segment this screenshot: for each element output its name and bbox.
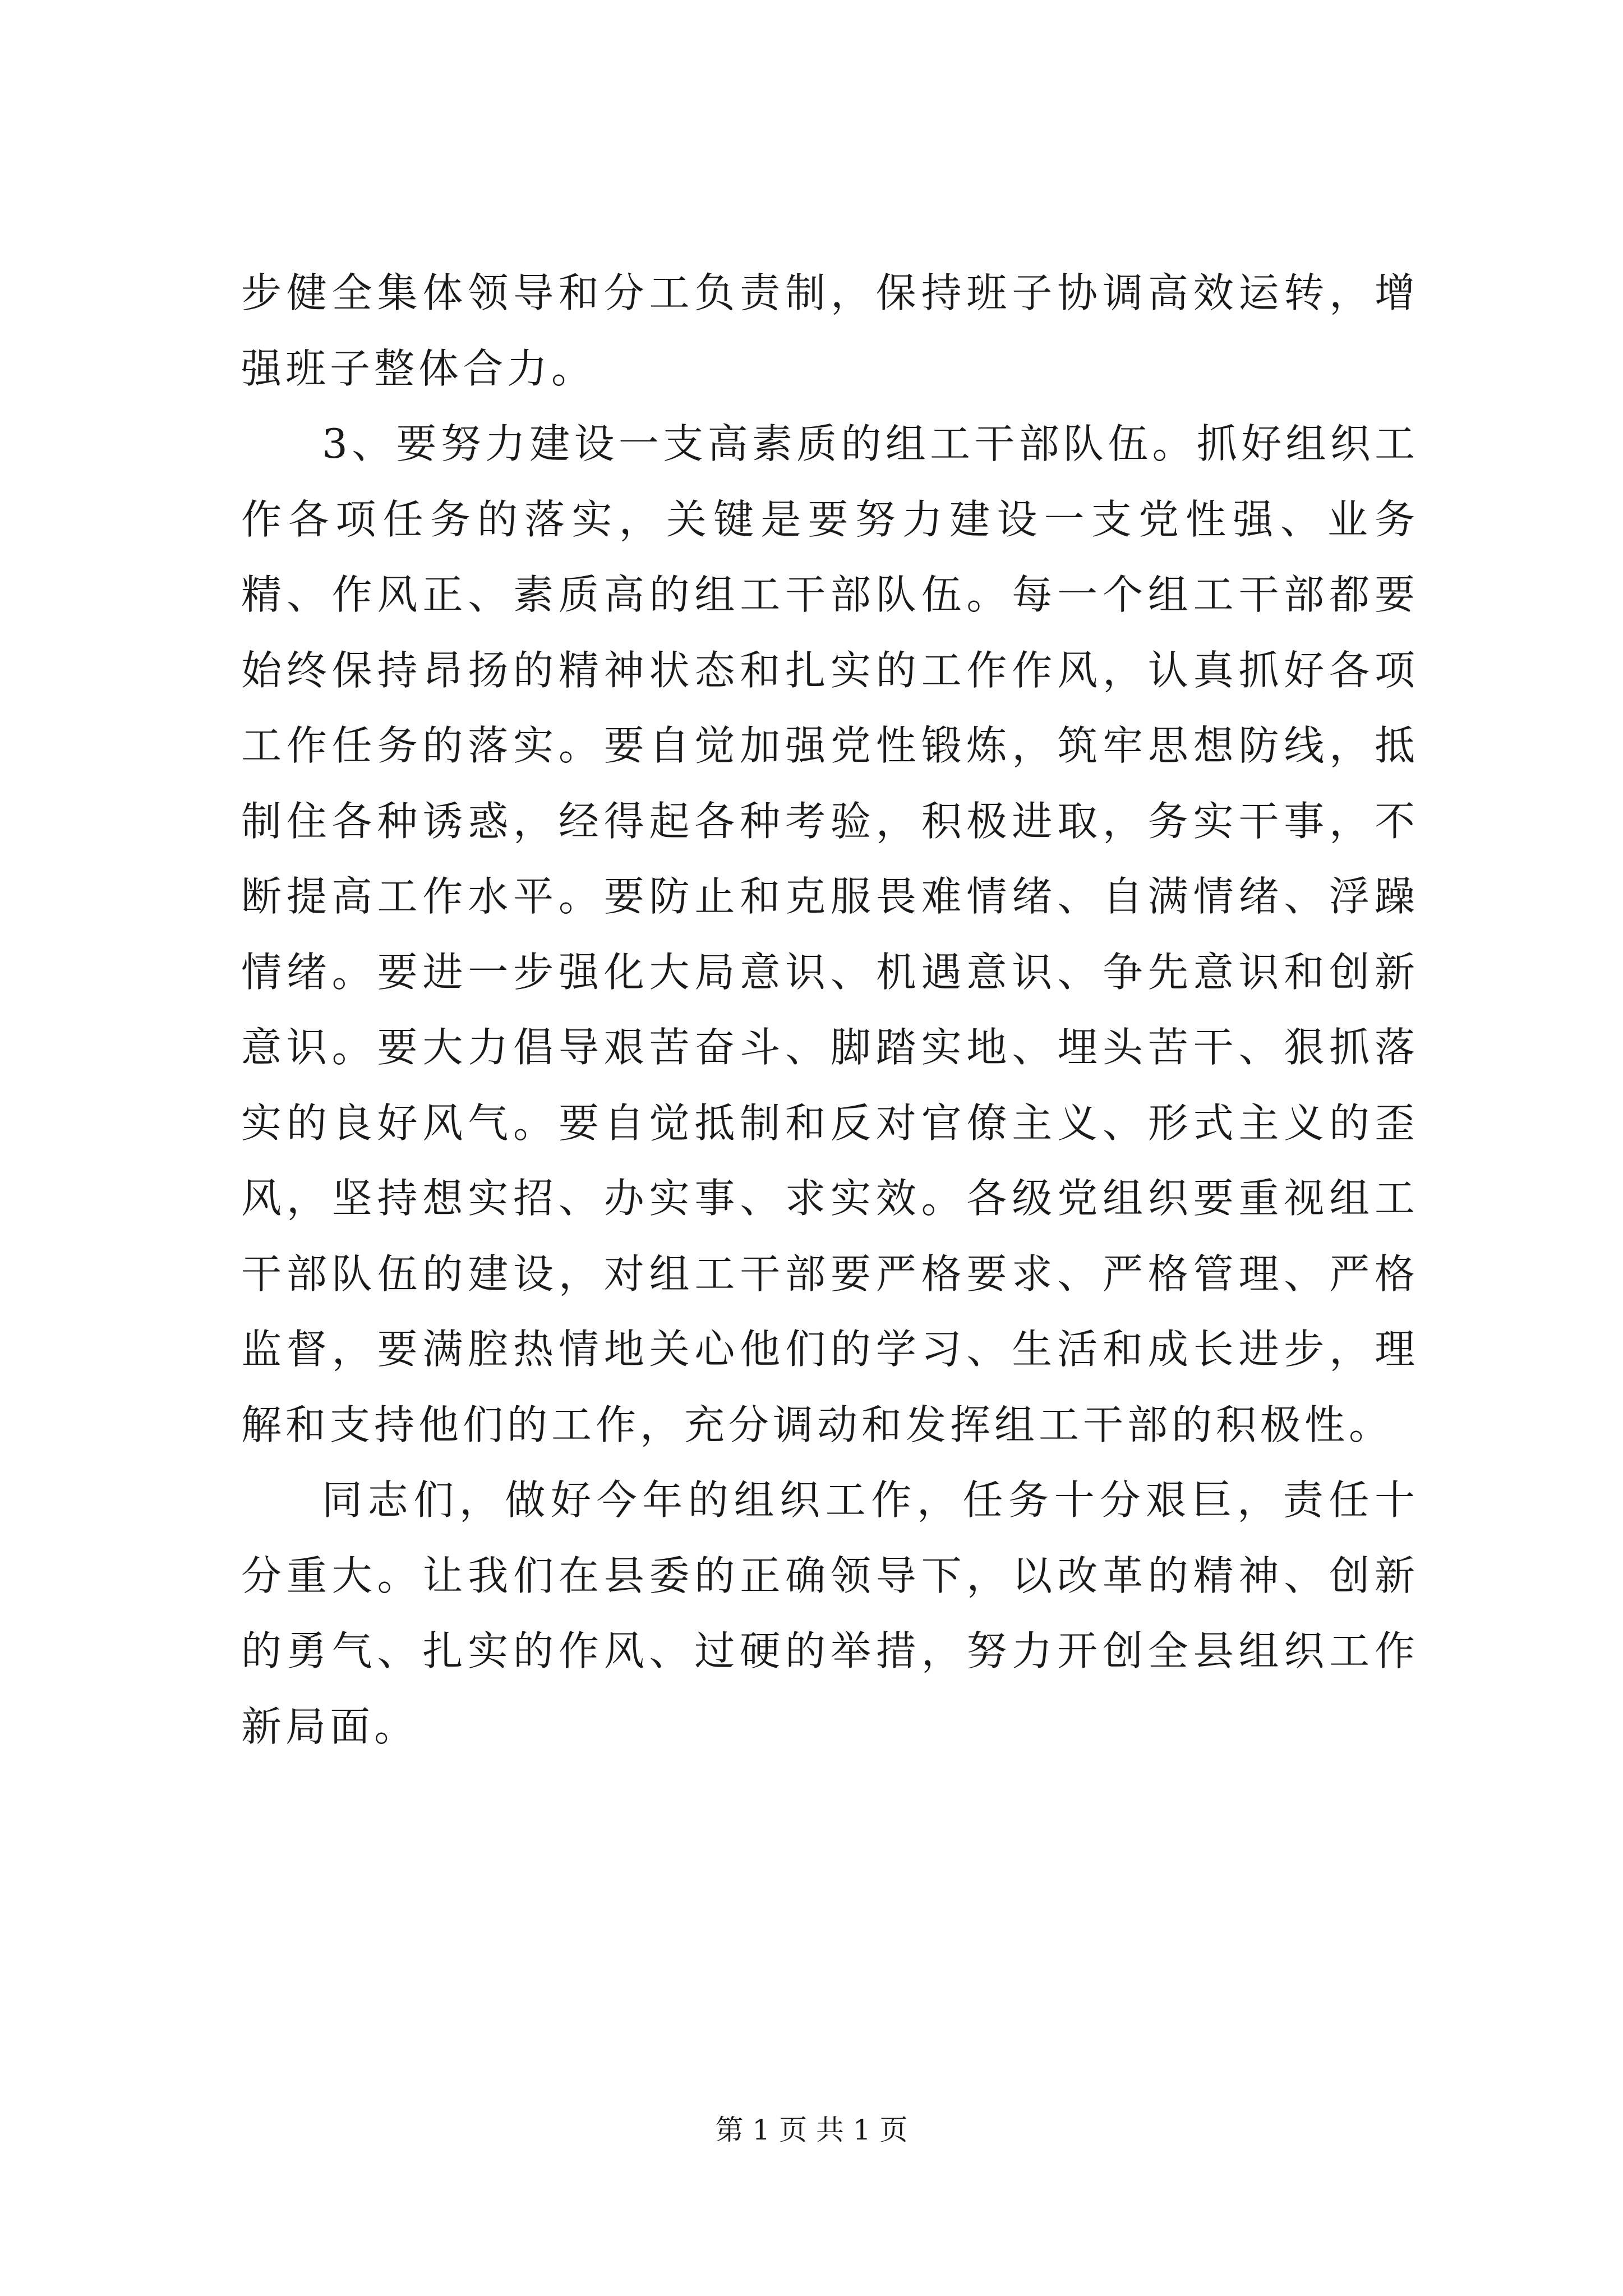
- paragraph-closing: 同志们，做好今年的组织工作，任务十分艰巨，责任十分重大。让我们在县委的正确领导下，以改革的精神、创新的勇气、扎实的作风、过硬的举措，努力开创全县组织工作新局面。: [241, 1476, 1419, 1750]
- document-body: [241, 255, 1419, 1764]
- page-footer: 第 1 页 共 1 页: [715, 2114, 908, 2146]
- paragraph-cadre-team: 3、要努力建设一支高素质的组工干部队伍。抓好组织工作各项任务的落实，关键是要努力建设一支党性强、业务精、作风正、素质高的组工干部队伍。每一个组工干部都要始终保持昂扬的精神状态和扎实的工作作风，认真抓好各项工作任务的落实。要自觉加强党性锻炼，筑牢思想防线，抵制住各种诱惑，经得起各种考验，积极进取，务实干事，不断提高工作水平。要防止和克服畏难情绪、自满情绪、浮躁情绪。要进一步强化大局意识、机遇意识、争先意识和创新意识。要大力倡导艰苦奋斗、脚踏实地、埋头苦干、狠抓落实的良好风气。要自觉抵制和反对官僚主义、形式主义的歪风，坚持想实招、办实事、求实效。各级党组织要重视组工干部队伍的建设，对组工干部要严格要求、严格管理、严格监督，要满腔热情地关心他们的学习、生活和成长进步，理解和支持他们的工作，充分调动和发挥组工干部的积极性。: [241, 420, 1419, 1448]
- paragraph-continuation: 步健全集体领导和分工负责制，保持班子协调高效运转，增强班子整体合力。: [241, 269, 1419, 392]
